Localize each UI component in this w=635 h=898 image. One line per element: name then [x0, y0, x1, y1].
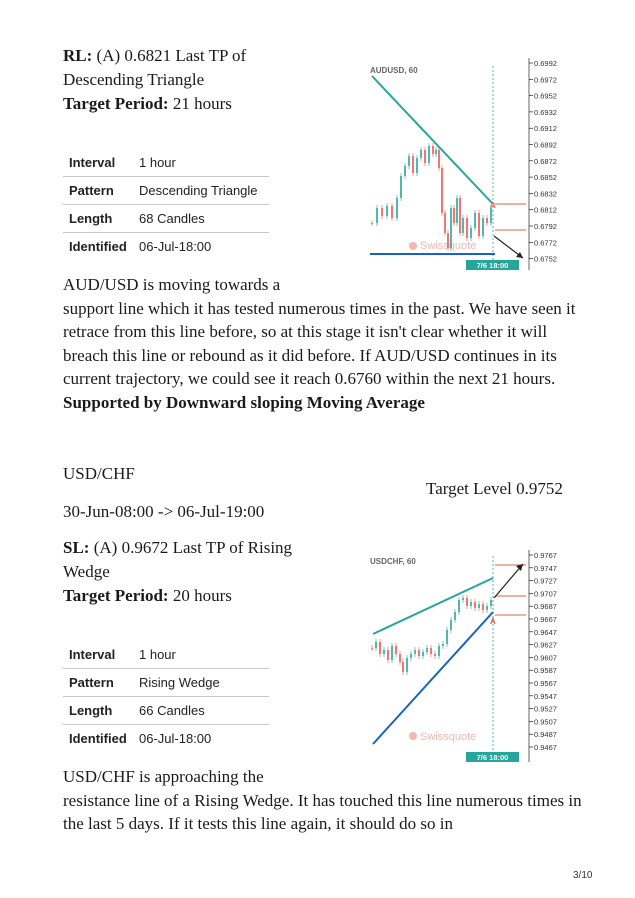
watermark-icon: [409, 732, 417, 740]
candle-body: [414, 650, 416, 654]
watermark: Swissquote: [420, 731, 477, 743]
candle-body: [456, 198, 458, 223]
pair-title: USD/CHF: [63, 464, 135, 483]
paragraph-2-line1: USD/CHF is approaching the: [63, 767, 264, 786]
candle-body: [404, 166, 406, 176]
axis-tick-label: 0.9647: [534, 627, 557, 637]
table-row: [63, 205, 269, 233]
candle-body: [386, 206, 388, 216]
table-key: Pattern: [63, 669, 133, 697]
sl-block: [63, 536, 353, 608]
axis-tick-label: 0.9667: [534, 615, 557, 624]
candle-body: [391, 646, 393, 660]
axis-tick-label: 0.9707: [534, 589, 557, 599]
candle-body: [453, 208, 455, 223]
table-row: [63, 697, 269, 725]
time-label: 7/6 18:00: [476, 753, 509, 762]
axis-tick-label: 0.6992: [534, 59, 557, 68]
table-key: Length: [63, 205, 133, 233]
candle-body: [470, 602, 472, 606]
table-key: Identified: [69, 239, 127, 254]
axis-tick-label: 0.9527: [534, 704, 557, 714]
candle-body: [400, 176, 402, 198]
axis-tick-label: 0.9607: [534, 653, 557, 663]
target-period-value: 21 hours: [172, 94, 232, 113]
table-value: 1 hour: [133, 149, 269, 177]
axis-tick-label: 0.9727: [534, 576, 557, 586]
watermark: Swissquote: [420, 240, 477, 252]
paragraph-1-line1: AUD/USD is moving towards a: [63, 275, 281, 294]
axis-tick-label: 0.6812: [534, 205, 557, 215]
candle-body: [435, 150, 437, 154]
axis-tick-label: 0.9687: [534, 602, 557, 612]
axis-tick-label: 0.9567: [534, 679, 557, 688]
table-row: [63, 669, 269, 697]
candle-body: [446, 630, 448, 644]
table-row: [63, 149, 269, 177]
rl-text-2: Descending Triangle: [63, 70, 205, 89]
candle-body: [381, 208, 383, 216]
candle-body: [408, 156, 410, 166]
candle-body: [395, 646, 397, 654]
table-value: 68 Candles: [133, 205, 269, 233]
info-table-1: [63, 149, 269, 260]
axis-tick-label: 0.6792: [534, 222, 557, 231]
candle-body: [428, 146, 430, 163]
candle-body: [416, 158, 418, 173]
chart-symbol: USDCHF, 60: [370, 557, 416, 566]
candle-body: [371, 648, 373, 649]
paragraph-2-body: resistance line of a Rising Wedge. It has touched this line numerous times in the last 5 days. If it tests this line again, it should do so in: [63, 790, 582, 833]
rl-label: RL:: [63, 46, 93, 65]
candle-body: [490, 600, 492, 606]
table-value: 1 hour: [133, 641, 269, 669]
axis-tick-label: 0.6892: [534, 140, 557, 150]
candle-body: [474, 213, 476, 228]
candle-body: [459, 198, 461, 233]
candle-body: [466, 598, 468, 606]
table-key: Length: [63, 697, 133, 725]
page-number: 3/10: [573, 870, 593, 881]
table-value: 66 Candles: [133, 697, 269, 725]
candle-body: [426, 648, 428, 652]
info-table-2: [63, 641, 269, 752]
candle-body: [478, 213, 480, 236]
candle-body: [399, 654, 401, 662]
rising-wedge-support: [373, 612, 493, 744]
candle-body: [478, 604, 480, 608]
date-range: 30-Jun-08:00 -> 06-Jul-19:00: [63, 502, 265, 521]
candle-body: [432, 146, 434, 154]
axis-tick-label: 0.9587: [534, 666, 557, 676]
table-key: Pattern: [63, 177, 133, 205]
sl-text: (A) 0.9672 Last TP of Rising: [93, 538, 293, 557]
candle-body: [387, 650, 389, 660]
paragraph-1: [63, 273, 583, 414]
target-level: Target Level 0.9752: [426, 479, 563, 498]
candle-body: [412, 156, 414, 173]
candle-body: [490, 208, 492, 223]
axis-tick-label: 0.6972: [534, 75, 557, 85]
candle-body: [371, 223, 373, 224]
axis-tick-label: 0.9467: [534, 743, 557, 752]
axis-tick-label: 0.9767: [534, 551, 557, 560]
candle-body: [444, 213, 446, 233]
axis-tick-label: 0.6852: [534, 173, 557, 183]
candle-body: [424, 150, 426, 163]
candle-body: [396, 198, 398, 218]
axis-tick-label: 0.6932: [534, 107, 557, 117]
paragraph-1-body: support line which it has tested numerous times in the past. We have seen it retrace from this line before, so at this stage it isn't clear whether it will breach this line or rebound as it did before. If AUD/USD continues in its current trajectory, we could see it reach 0.6760 within the next 21 hours.: [63, 298, 576, 388]
axis-tick-label: 0.6772: [534, 238, 557, 248]
candle-body: [420, 150, 422, 158]
axis-tick-label: 0.9627: [534, 640, 557, 650]
candle-body: [474, 602, 476, 608]
axis-tick-label: 0.6832: [534, 189, 557, 199]
table-value: Rising Wedge: [133, 669, 269, 697]
candle-body: [434, 654, 436, 656]
axis-tick-label: 0.6872: [534, 156, 557, 166]
candle-body: [450, 620, 452, 630]
time-label: 7/6 18:00: [476, 261, 509, 270]
candle-body: [376, 208, 378, 223]
candle-body: [383, 650, 385, 654]
descending-trendline: [372, 76, 492, 203]
candle-body: [482, 604, 484, 610]
candle-body: [379, 642, 381, 654]
marker-a: A: [490, 617, 496, 626]
candle-body: [422, 652, 424, 656]
candle-body: [375, 642, 377, 648]
candle-body: [454, 612, 456, 620]
sl-text-2: Wedge: [63, 562, 110, 581]
watermark-icon: [409, 242, 417, 250]
table-value: 06-Jul-18:00: [139, 239, 212, 254]
candle-body: [430, 648, 432, 654]
candle-body: [458, 600, 460, 612]
axis-tick-label: 0.9507: [534, 717, 557, 727]
axis-tick-label: 0.9547: [534, 691, 557, 701]
paragraph-2: [63, 765, 583, 836]
candle-body: [438, 646, 440, 656]
axis-tick-label: 0.6912: [534, 124, 557, 134]
chart-symbol: AUDUSD, 60: [370, 66, 418, 75]
candle-body: [442, 644, 444, 646]
supported-text: Supported by Downward sloping Moving Average: [63, 392, 425, 412]
target-period-label-2: Target Period:: [63, 586, 169, 605]
usdchf-chart: [363, 550, 575, 765]
candle-body: [402, 662, 404, 672]
table-row: [63, 641, 269, 669]
projection-arrow: [494, 564, 523, 598]
candle-body: [470, 228, 472, 238]
target-period-label: Target Period:: [63, 94, 169, 113]
candle-body: [486, 218, 488, 223]
table-value: Descending Triangle: [133, 177, 269, 205]
audusd-chart: [363, 58, 575, 273]
candle-body: [418, 650, 420, 656]
table-row: [63, 233, 269, 261]
table-value: 06-Jul-18:00: [139, 731, 212, 746]
axis-tick-label: 0.9747: [534, 563, 557, 573]
table-key: Interval: [63, 149, 133, 177]
axis-tick-label: 0.6752: [534, 254, 557, 264]
table-key: Interval: [63, 641, 133, 669]
sl-label: SL:: [63, 538, 90, 557]
candle-body: [462, 598, 464, 600]
candle-body: [462, 218, 464, 233]
candle-body: [482, 218, 484, 236]
axis-tick-label: 0.9487: [534, 730, 557, 740]
axis-tick-label: 0.6952: [534, 91, 557, 101]
candle-body: [410, 654, 412, 658]
candle-body: [441, 168, 443, 213]
candle-body: [466, 218, 468, 238]
candle-body: [391, 206, 393, 218]
target-period-value-2: 20 hours: [172, 586, 232, 605]
table-key: Identified: [69, 731, 127, 746]
table-row: [63, 177, 269, 205]
candle-body: [486, 606, 488, 610]
candle-body: [406, 658, 408, 672]
marker-a: A: [490, 201, 496, 210]
candle-body: [438, 150, 440, 168]
rl-block: [63, 44, 353, 116]
rl-text: (A) 0.6821 Last TP of: [96, 46, 247, 65]
table-row: [63, 725, 269, 753]
